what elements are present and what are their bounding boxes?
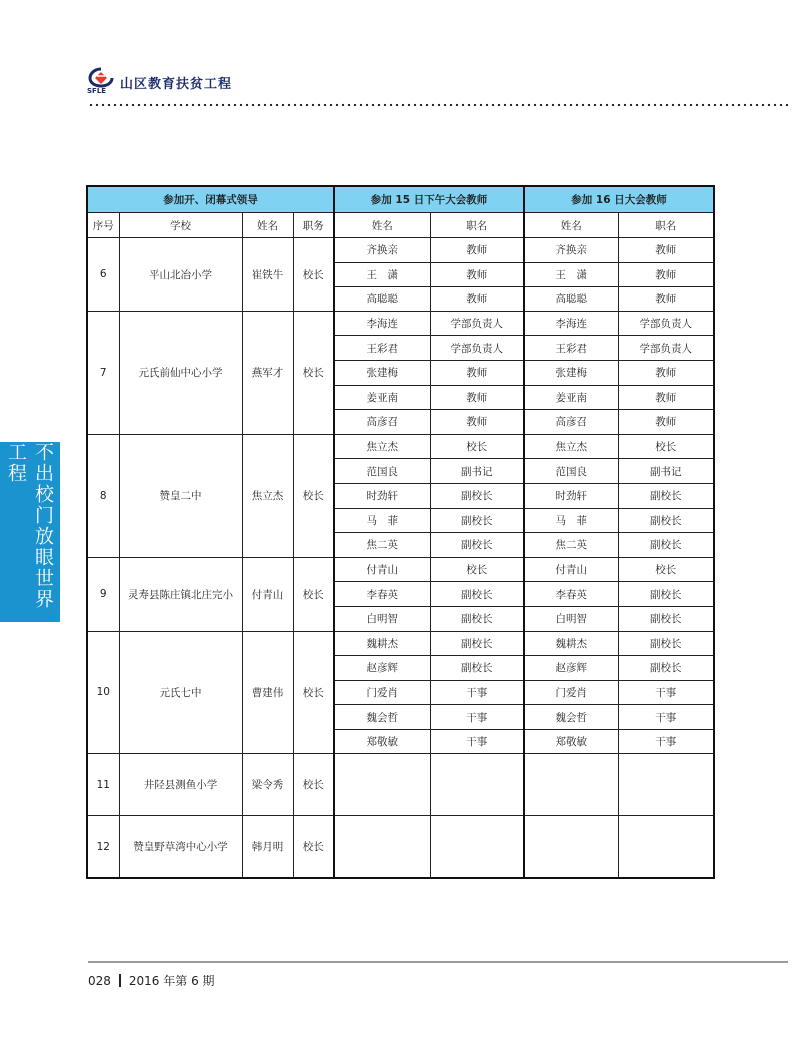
teacher-post-day15: 校长: [430, 434, 524, 459]
teacher-name-day16: 时劲轩: [524, 483, 618, 508]
teacher-name-day16: 高彦召: [524, 410, 618, 435]
teacher-name-day15: 高彦召: [334, 410, 430, 435]
leader-name: 焦立杰: [242, 434, 293, 557]
table-row: [87, 434, 714, 459]
leader-title: 校长: [293, 238, 334, 312]
header-title: 山区教育扶贫工程: [120, 76, 233, 92]
side-tab-label: 不出校门放眼世界工程: [5, 442, 54, 610]
school-name: 元氏七中: [119, 631, 242, 754]
teacher-post-day15: 学部负责人: [430, 311, 524, 336]
row-number: 10: [87, 631, 119, 754]
teacher-post-day16: 学部负责人: [618, 311, 714, 336]
teacher-name-day16: 王 潇: [524, 262, 618, 287]
teacher-name-day15: 焦立杰: [334, 434, 430, 459]
teacher-name-day16: 郑敬敏: [524, 729, 618, 754]
school-name: 元氏前仙中心小学: [119, 311, 242, 434]
empty-cell: [524, 754, 618, 816]
col-header-name-15: 姓名: [334, 213, 430, 238]
teacher-name-day16: 魏会哲: [524, 705, 618, 730]
col-header-no: 序号: [87, 213, 119, 238]
teacher-post-day16: 干事: [618, 729, 714, 754]
teacher-name-day16: 王彩君: [524, 336, 618, 361]
row-number: 12: [87, 816, 119, 878]
empty-cell: [334, 754, 430, 816]
teacher-post-day15: 副校长: [430, 631, 524, 656]
teacher-post-day16: 副校长: [618, 631, 714, 656]
teacher-post-day16: 副书记: [618, 459, 714, 484]
teacher-post-day16: 副校长: [618, 582, 714, 607]
side-tab: [0, 442, 60, 622]
teacher-name-day15: 马 菲: [334, 508, 430, 533]
page-footer: [88, 972, 215, 989]
teacher-name-day16: 赵彦辉: [524, 656, 618, 681]
col-header-name: 姓名: [242, 213, 293, 238]
issue-label: 2016 年第 6 期: [128, 974, 215, 988]
teacher-post-day16: 副校长: [618, 533, 714, 558]
group-header-leaders: 参加开、闭幕式领导: [87, 186, 334, 213]
row-number: 7: [87, 311, 119, 434]
teacher-post-day15: 副校长: [430, 533, 524, 558]
row-number: 9: [87, 557, 119, 631]
table-row: [87, 754, 714, 816]
row-number: 8: [87, 434, 119, 557]
leader-title: 校长: [293, 631, 334, 754]
group-header-day15: 参加 15 日下午大会教师: [334, 186, 524, 213]
empty-cell: [618, 754, 714, 816]
teacher-name-day15: 高聪聪: [334, 287, 430, 312]
teacher-name-day15: 郑敬敏: [334, 729, 430, 754]
school-name: 灵寿县陈庄镇北庄完小: [119, 557, 242, 631]
leader-title: 校长: [293, 434, 334, 557]
table-row: [87, 238, 714, 263]
teacher-post-day15: 教师: [430, 238, 524, 263]
teacher-post-day15: 副校长: [430, 656, 524, 681]
leader-name: 曹建伟: [242, 631, 293, 754]
leader-name: 付青山: [242, 557, 293, 631]
teacher-name-day15: 齐换亲: [334, 238, 430, 263]
school-name: 赞皇二中: [119, 434, 242, 557]
teacher-name-day15: 范国良: [334, 459, 430, 484]
staff-table: [86, 185, 715, 879]
teacher-post-day16: 教师: [618, 385, 714, 410]
sfle-logo: [88, 67, 114, 97]
teacher-post-day16: 教师: [618, 262, 714, 287]
teacher-post-day16: 副校长: [618, 483, 714, 508]
table-row: [87, 631, 714, 656]
group-header-row: [87, 186, 714, 213]
school-name: 井陉县测鱼小学: [119, 754, 242, 816]
teacher-name-day16: 齐换亲: [524, 238, 618, 263]
leader-name: 韩月明: [242, 816, 293, 878]
teacher-name-day15: 李春英: [334, 582, 430, 607]
teacher-post-day16: 干事: [618, 705, 714, 730]
teacher-post-day15: 副校长: [430, 582, 524, 607]
empty-cell: [618, 816, 714, 878]
teacher-name-day15: 张建梅: [334, 360, 430, 385]
teacher-post-day15: 干事: [430, 729, 524, 754]
teacher-name-day15: 李海连: [334, 311, 430, 336]
leader-title: 校长: [293, 816, 334, 878]
leader-name: 梁令秀: [242, 754, 293, 816]
teacher-post-day16: 校长: [618, 434, 714, 459]
row-number: 11: [87, 754, 119, 816]
teacher-post-day16: 学部负责人: [618, 336, 714, 361]
table-row: [87, 557, 714, 582]
teacher-post-day15: 学部负责人: [430, 336, 524, 361]
teacher-name-day15: 白明智: [334, 606, 430, 631]
col-header-post-16: 职名: [618, 213, 714, 238]
teacher-name-day16: 马 菲: [524, 508, 618, 533]
teacher-name-day16: 门爱肖: [524, 680, 618, 705]
teacher-post-day15: 副校长: [430, 483, 524, 508]
teacher-name-day15: 焦二英: [334, 533, 430, 558]
teacher-post-day16: 干事: [618, 680, 714, 705]
footer-separator: [119, 974, 121, 987]
teacher-post-day16: 副校长: [618, 508, 714, 533]
teacher-name-day15: 王 潇: [334, 262, 430, 287]
teacher-name-day15: 门爱肖: [334, 680, 430, 705]
school-name: 赞皇野草湾中心小学: [119, 816, 242, 878]
column-header-row: [87, 213, 714, 238]
teacher-post-day16: 校长: [618, 557, 714, 582]
teacher-post-day15: 干事: [430, 705, 524, 730]
teacher-post-day15: 教师: [430, 262, 524, 287]
logo-text: SFLE: [87, 87, 107, 95]
teacher-name-day15: 付青山: [334, 557, 430, 582]
leader-title: 校长: [293, 311, 334, 434]
col-header-title: 职务: [293, 213, 334, 238]
col-header-school: 学校: [119, 213, 242, 238]
table-body: [87, 238, 714, 878]
teacher-name-day16: 高聪聪: [524, 287, 618, 312]
empty-cell: [430, 754, 524, 816]
empty-cell: [430, 816, 524, 878]
leader-title: 校长: [293, 557, 334, 631]
teacher-post-day15: 教师: [430, 410, 524, 435]
teacher-name-day16: 姜亚南: [524, 385, 618, 410]
footer-divider: [88, 961, 788, 963]
teacher-name-day15: 赵彦辉: [334, 656, 430, 681]
teacher-post-day16: 教师: [618, 287, 714, 312]
page-number: 028: [88, 973, 111, 988]
teacher-name-day15: 魏耕杰: [334, 631, 430, 656]
teacher-post-day15: 副书记: [430, 459, 524, 484]
page-header: [88, 66, 232, 98]
dotted-divider: [88, 103, 788, 107]
school-name: 平山北冶小学: [119, 238, 242, 312]
teacher-name-day16: 白明智: [524, 606, 618, 631]
empty-cell: [334, 816, 430, 878]
teacher-name-day15: 时劲轩: [334, 483, 430, 508]
table-row: [87, 816, 714, 878]
teacher-post-day16: 教师: [618, 410, 714, 435]
teacher-name-day16: 焦立杰: [524, 434, 618, 459]
leader-name: 燕军才: [242, 311, 293, 434]
teacher-post-day15: 教师: [430, 287, 524, 312]
teacher-post-day15: 教师: [430, 385, 524, 410]
col-header-post-15: 职名: [430, 213, 524, 238]
teacher-name-day16: 付青山: [524, 557, 618, 582]
group-header-day16: 参加 16 日大会教师: [524, 186, 714, 213]
teacher-name-day15: 姜亚南: [334, 385, 430, 410]
teacher-post-day15: 副校长: [430, 606, 524, 631]
teacher-name-day16: 李海连: [524, 311, 618, 336]
leader-title: 校长: [293, 754, 334, 816]
row-number: 6: [87, 238, 119, 312]
teacher-name-day15: 王彩君: [334, 336, 430, 361]
table-row: [87, 311, 714, 336]
teacher-name-day16: 李春英: [524, 582, 618, 607]
teacher-name-day16: 魏耕杰: [524, 631, 618, 656]
col-header-name-16: 姓名: [524, 213, 618, 238]
teacher-name-day16: 焦二英: [524, 533, 618, 558]
empty-cell: [524, 816, 618, 878]
leader-name: 崔铁牛: [242, 238, 293, 312]
teacher-post-day15: 副校长: [430, 508, 524, 533]
teacher-name-day16: 范国良: [524, 459, 618, 484]
teacher-post-day16: 教师: [618, 360, 714, 385]
teacher-post-day16: 教师: [618, 238, 714, 263]
teacher-post-day15: 干事: [430, 680, 524, 705]
teacher-name-day15: 魏会哲: [334, 705, 430, 730]
teacher-post-day16: 副校长: [618, 656, 714, 681]
teacher-name-day16: 张建梅: [524, 360, 618, 385]
teacher-post-day16: 副校长: [618, 606, 714, 631]
teacher-post-day15: 校长: [430, 557, 524, 582]
teacher-post-day15: 教师: [430, 360, 524, 385]
